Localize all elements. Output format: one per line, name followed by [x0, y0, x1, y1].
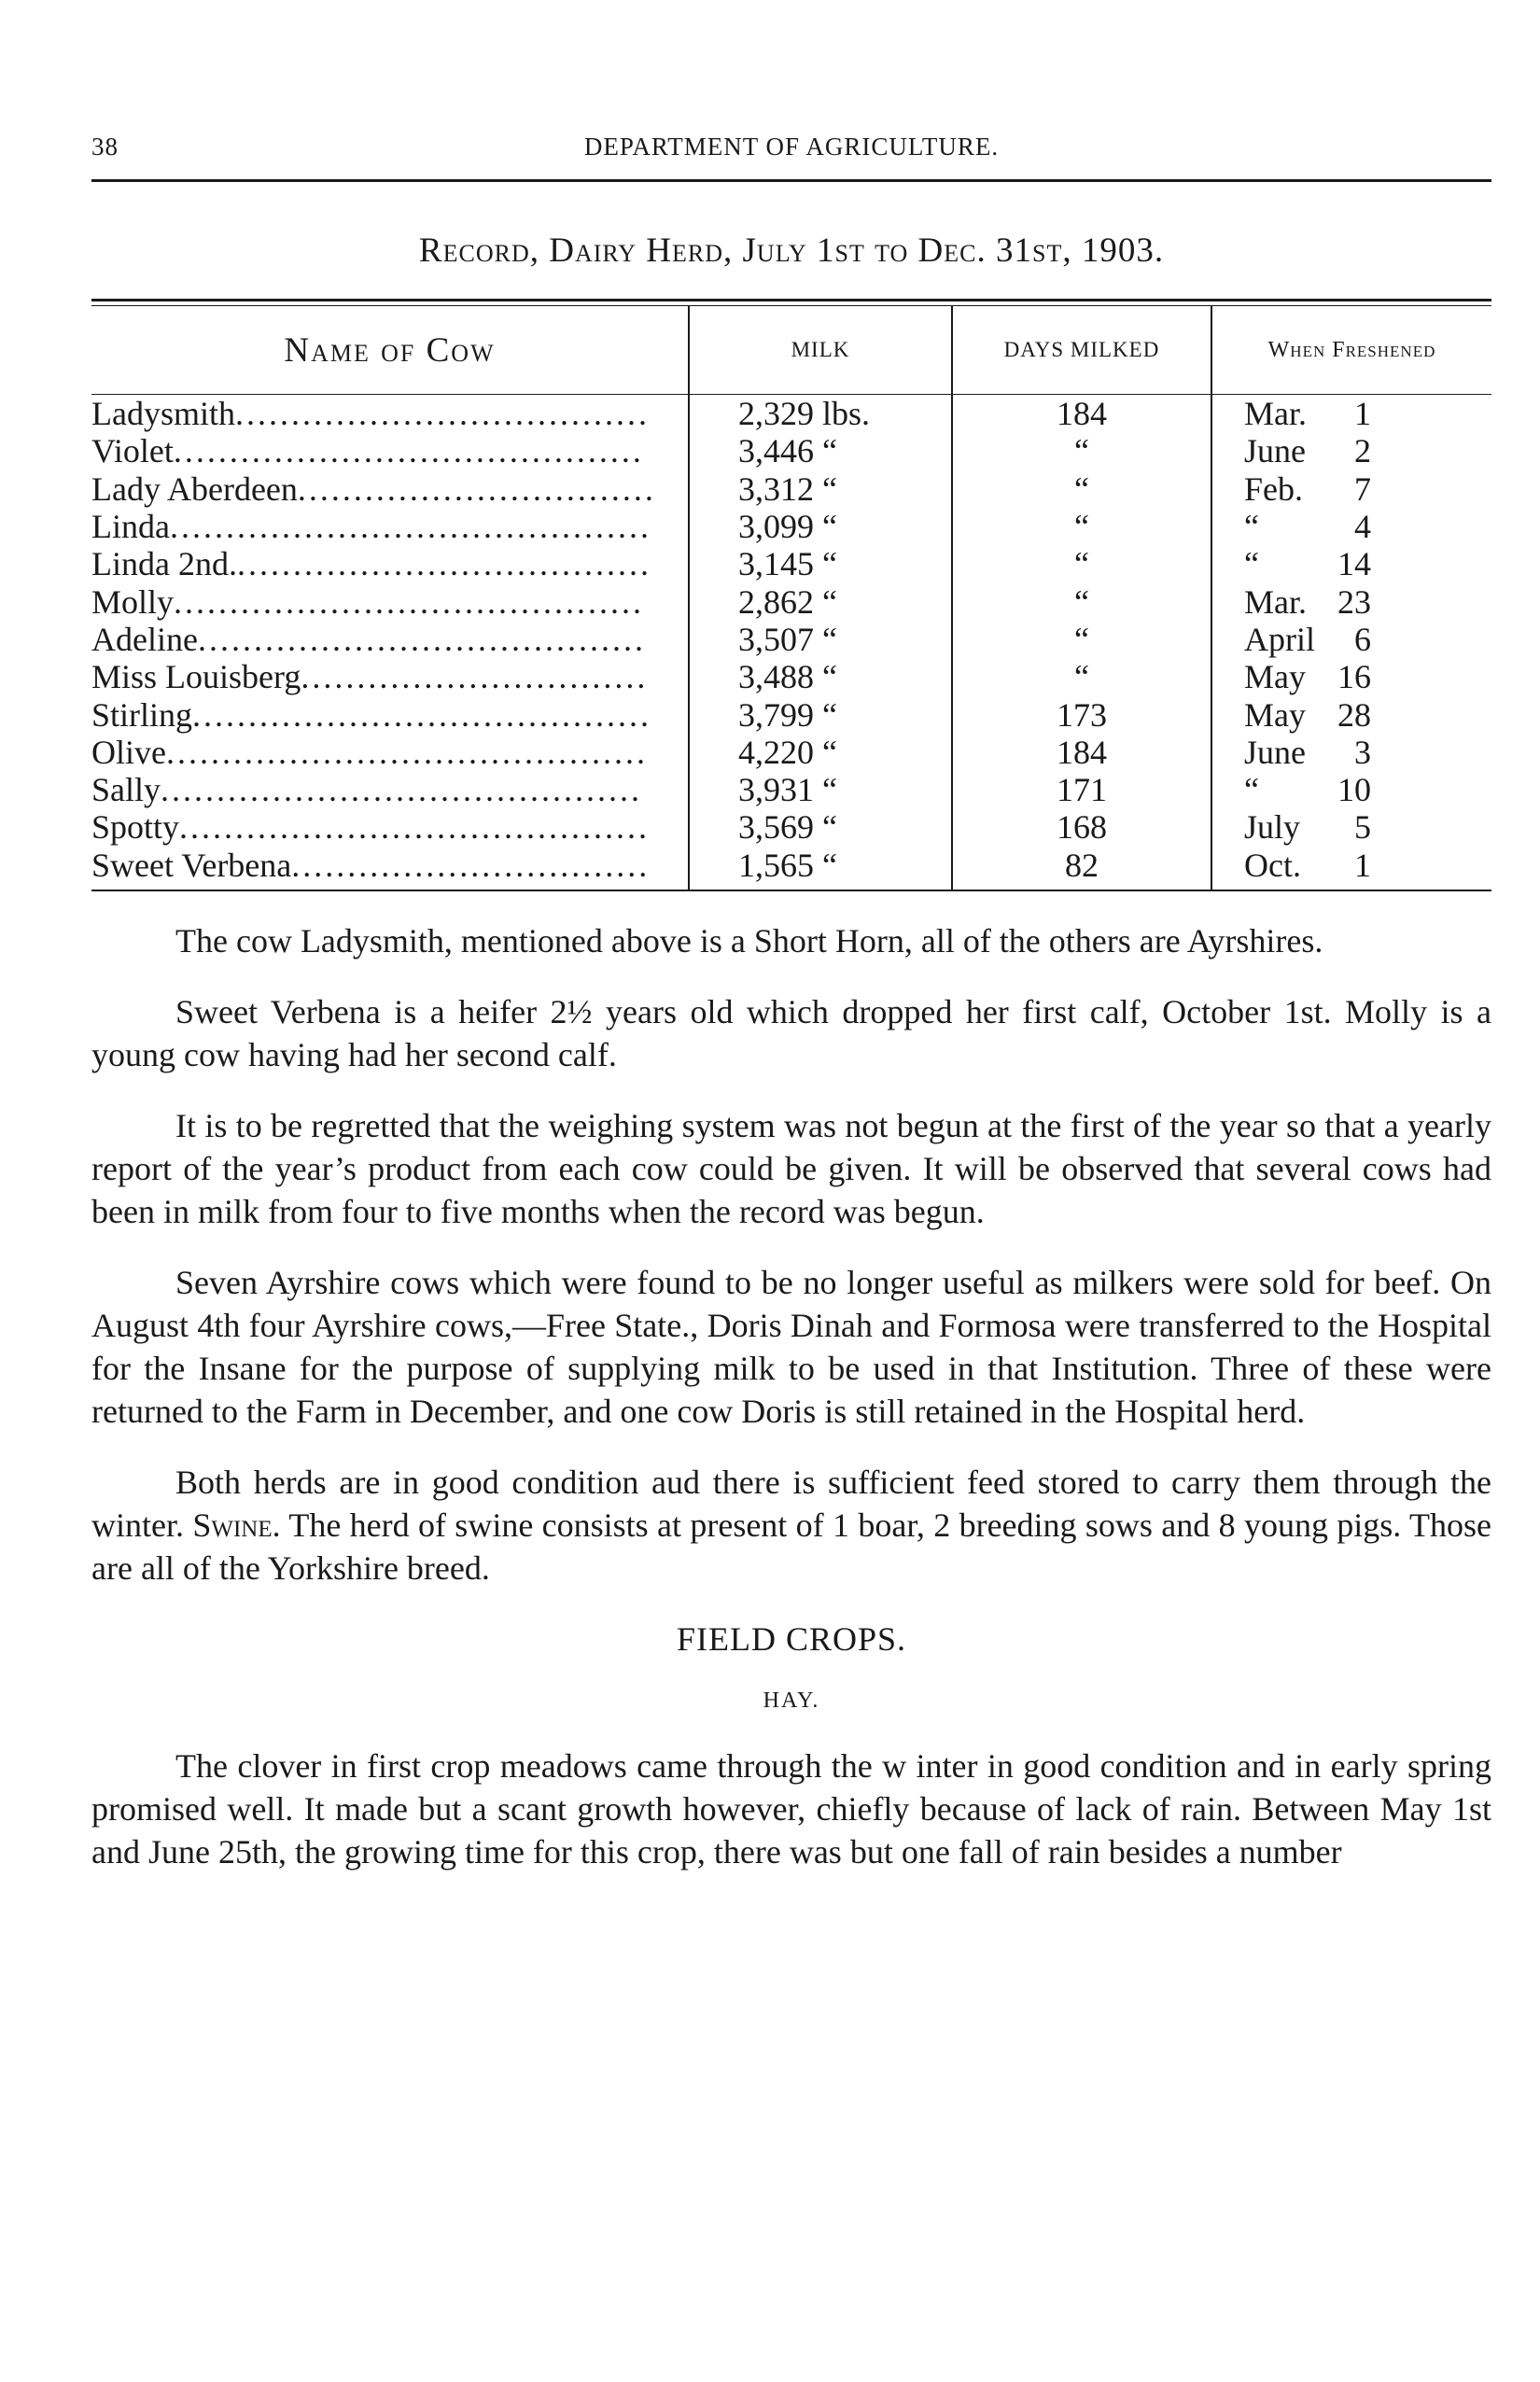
page-number: 38 — [91, 133, 119, 161]
paragraph-text: Both herds are in good condition aud there is sufficient feed stored to carry them through the winter. — [91, 1463, 1491, 1544]
freshened-cell — [1211, 808, 1491, 846]
freshened-month: July — [1244, 808, 1301, 847]
cow-name: Adeline — [91, 620, 198, 658]
paragraph — [91, 1461, 1491, 1590]
cow-name-cell — [91, 734, 689, 771]
cow-name-cell — [91, 395, 689, 433]
freshened-day: 16 — [1337, 658, 1371, 696]
milk-cell: 3,145 “ — [689, 545, 952, 582]
dot-leader: ........................................ — [197, 620, 646, 658]
freshened-date — [1244, 658, 1371, 695]
freshened-cell — [1211, 658, 1491, 695]
cow-name-cell — [91, 432, 689, 469]
cow-name: Ladysmith — [91, 395, 235, 433]
freshened-date — [1244, 808, 1371, 846]
column-header-days: DAYS MILKED — [952, 306, 1211, 395]
dot-leader: .......................................... — [179, 808, 651, 847]
cow-name: Stirling — [91, 695, 193, 734]
freshened-day: 6 — [1354, 620, 1371, 658]
freshened-date — [1244, 734, 1371, 771]
days-milked-cell: 184 — [952, 395, 1211, 433]
body-text — [91, 919, 1491, 1873]
dot-leader: ........................................... — [165, 733, 648, 771]
freshened-day: 1 — [1354, 395, 1371, 433]
days-milked-cell: 184 — [952, 734, 1211, 771]
freshened-day: 5 — [1354, 808, 1371, 847]
cow-name-cell — [91, 695, 689, 733]
cow-name: Spotty — [91, 808, 180, 847]
days-milked-cell: “ — [952, 432, 1211, 469]
freshened-date — [1244, 771, 1371, 808]
freshened-day: 14 — [1337, 545, 1371, 583]
cow-name: Linda — [91, 508, 170, 546]
table-top-rule — [91, 299, 1491, 306]
cow-name-cell — [91, 771, 689, 808]
milk-cell: 3,931 “ — [689, 771, 952, 808]
table-row — [91, 658, 1491, 695]
days-milked-cell: 82 — [952, 847, 1211, 890]
cow-name: Olive — [91, 733, 166, 771]
freshened-date — [1244, 395, 1371, 432]
milk-cell: 3,799 “ — [689, 695, 952, 733]
milk-cell: 3,312 “ — [689, 470, 952, 508]
dot-leader: .......................................... — [173, 432, 644, 470]
cow-name: Sweet Verbena — [91, 846, 292, 884]
running-title: DEPARTMENT OF AGRICULTURE. — [583, 133, 1000, 161]
swine-heading: Swine. — [192, 1506, 281, 1544]
freshened-month: “ — [1244, 508, 1259, 546]
cow-name-cell — [91, 582, 689, 620]
milk-cell: 3,446 “ — [689, 432, 952, 469]
dot-leader: ........................................... — [161, 771, 643, 809]
cow-name-cell — [91, 508, 689, 545]
cow-name-cell — [91, 621, 689, 658]
subsection-heading: HAY. — [763, 1688, 820, 1713]
days-milked-cell: 173 — [952, 695, 1211, 733]
freshened-cell — [1211, 771, 1491, 808]
dot-leader: ......................................... — [192, 695, 652, 734]
freshened-month: June — [1244, 733, 1306, 771]
freshened-cell — [1211, 395, 1491, 433]
days-milked-cell: “ — [952, 658, 1211, 695]
dot-leader: ..................................... — [234, 395, 650, 433]
column-header-milk: MILK — [689, 306, 952, 395]
freshened-month: May — [1244, 695, 1306, 734]
paragraph: It is to be regretted that the weighing system was not begun at the first of the year so that a yearly report of the year’s product from each cow could be given. It will be observed that several cows had been in milk from four to five months when the record was begun. — [91, 1106, 1491, 1230]
milk-cell: 2,862 “ — [689, 582, 952, 620]
freshened-cell — [1211, 432, 1491, 469]
dot-leader: ..................................... — [236, 545, 651, 583]
header-rule — [91, 179, 1491, 182]
paragraph: The cow Ladysmith, mentioned above is a Short Horn, all of the others are Ayrshires. — [175, 921, 1323, 960]
table-row — [91, 808, 1491, 846]
paragraph-text: The herd of swine consists at present of 1 boar, 2 breeding sows and 8 young pigs. Those are all of the Yorkshire breed. — [91, 1506, 1491, 1587]
section-heading: FIELD CROPS. — [676, 1619, 907, 1658]
freshened-month: “ — [1244, 545, 1259, 583]
freshened-day: 7 — [1354, 469, 1371, 508]
table-row — [91, 508, 1491, 545]
paragraph: Sweet Verbena is a heifer 2½ years old which dropped her first calf, October 1st. Molly is a young cow having had her second calf. — [91, 992, 1491, 1073]
freshened-cell — [1211, 734, 1491, 771]
cow-name-cell — [91, 470, 689, 508]
milk-cell: 3,569 “ — [689, 808, 952, 846]
freshened-month: April — [1244, 620, 1315, 658]
dot-leader: ........................................... — [169, 508, 651, 546]
freshened-date — [1244, 847, 1371, 884]
dairy-herd-table — [91, 306, 1491, 891]
table-row — [91, 545, 1491, 582]
freshened-date — [1244, 432, 1371, 469]
cow-name-cell — [91, 847, 689, 890]
freshened-date — [1244, 470, 1371, 508]
freshened-day: 3 — [1354, 733, 1371, 771]
cow-name: Miss Louisberg — [91, 658, 301, 696]
freshened-day: 4 — [1354, 508, 1371, 546]
table-body — [91, 395, 1491, 890]
paragraph: The clover in first crop meadows came through the w inter in good condition and in early spring promised well. It made but a scant growth however, chiefly because of lack of rain. Between May 1st and June 25th, the growing time for this crop, there was but one fall of rain besides a number — [91, 1746, 1491, 1871]
cow-name: Violet — [91, 432, 174, 470]
page — [91, 121, 1491, 1901]
freshened-day: 23 — [1337, 582, 1371, 621]
days-milked-cell: “ — [952, 621, 1211, 658]
milk-cell: 2,329 lbs. — [689, 395, 952, 433]
milk-cell: 3,507 “ — [689, 621, 952, 658]
freshened-date — [1244, 508, 1371, 545]
freshened-date — [1244, 696, 1371, 734]
table-row — [91, 734, 1491, 771]
dot-leader: ................................ — [297, 469, 656, 508]
freshened-month: Oct. — [1244, 846, 1301, 884]
days-milked-cell: 171 — [952, 771, 1211, 808]
dot-leader: ................................ — [291, 846, 651, 884]
freshened-cell — [1211, 695, 1491, 733]
freshened-day: 10 — [1337, 771, 1371, 809]
freshened-month: “ — [1244, 771, 1259, 809]
table-header-row — [91, 306, 1491, 395]
table-row — [91, 771, 1491, 808]
freshened-month: Feb. — [1244, 469, 1303, 508]
freshened-month: Mar. — [1244, 395, 1307, 433]
table-row — [91, 395, 1491, 433]
column-header-freshened: When Freshened — [1211, 306, 1491, 395]
milk-cell: 3,488 “ — [689, 658, 952, 695]
freshened-cell — [1211, 545, 1491, 582]
days-milked-cell: “ — [952, 582, 1211, 620]
cow-name: Molly — [91, 582, 175, 621]
days-milked-cell: “ — [952, 545, 1211, 582]
table-row — [91, 621, 1491, 658]
days-milked-cell: “ — [952, 508, 1211, 545]
freshened-cell — [1211, 470, 1491, 508]
freshened-month: May — [1244, 658, 1306, 696]
table-row — [91, 432, 1491, 469]
freshened-cell — [1211, 582, 1491, 620]
freshened-month: June — [1244, 432, 1306, 470]
cow-name: Lady Aberdeen — [91, 469, 298, 508]
milk-cell: 1,565 “ — [689, 847, 952, 890]
cow-name-cell — [91, 808, 689, 846]
milk-cell: 4,220 “ — [689, 734, 952, 771]
freshened-month: Mar. — [1244, 582, 1307, 621]
table-row — [91, 847, 1491, 890]
freshened-day: 28 — [1337, 695, 1371, 734]
table-row — [91, 582, 1491, 620]
freshened-date — [1244, 621, 1371, 658]
dot-leader: ............................... — [301, 658, 649, 696]
table-row — [91, 470, 1491, 508]
paragraph: Seven Ayrshire cows which were found to be no longer useful as milkers were sold for beef. On August 4th four Ayrshire cows,—Free State., Doris Dinah and Formosa were transferred to the Hospital for the Insane for the purpose of supplying milk to be used in that Institution. Three of these were returned to the Farm in December, and one cow Doris is still retained in the Hospital herd. — [91, 1263, 1491, 1430]
cow-name: Linda 2nd. — [91, 545, 237, 583]
cow-name: Sally — [91, 771, 161, 809]
freshened-date — [1244, 583, 1371, 621]
milk-cell: 3,099 “ — [689, 508, 952, 545]
freshened-day: 1 — [1354, 846, 1371, 884]
table-row — [91, 695, 1491, 733]
freshened-cell — [1211, 847, 1491, 890]
freshened-day: 2 — [1354, 432, 1371, 470]
running-header — [91, 121, 1491, 177]
column-header-name: Name of Cow — [91, 306, 689, 395]
cow-name-cell — [91, 545, 689, 582]
dot-leader: .......................................... — [174, 582, 645, 621]
freshened-date — [1244, 545, 1371, 582]
table-title: Record, Dairy Herd, July 1st to Dec. 31st, 1903. — [418, 231, 1165, 270]
cow-name-cell — [91, 658, 689, 695]
days-milked-cell: “ — [952, 470, 1211, 508]
freshened-cell — [1211, 621, 1491, 658]
days-milked-cell: 168 — [952, 808, 1211, 846]
freshened-cell — [1211, 508, 1491, 545]
